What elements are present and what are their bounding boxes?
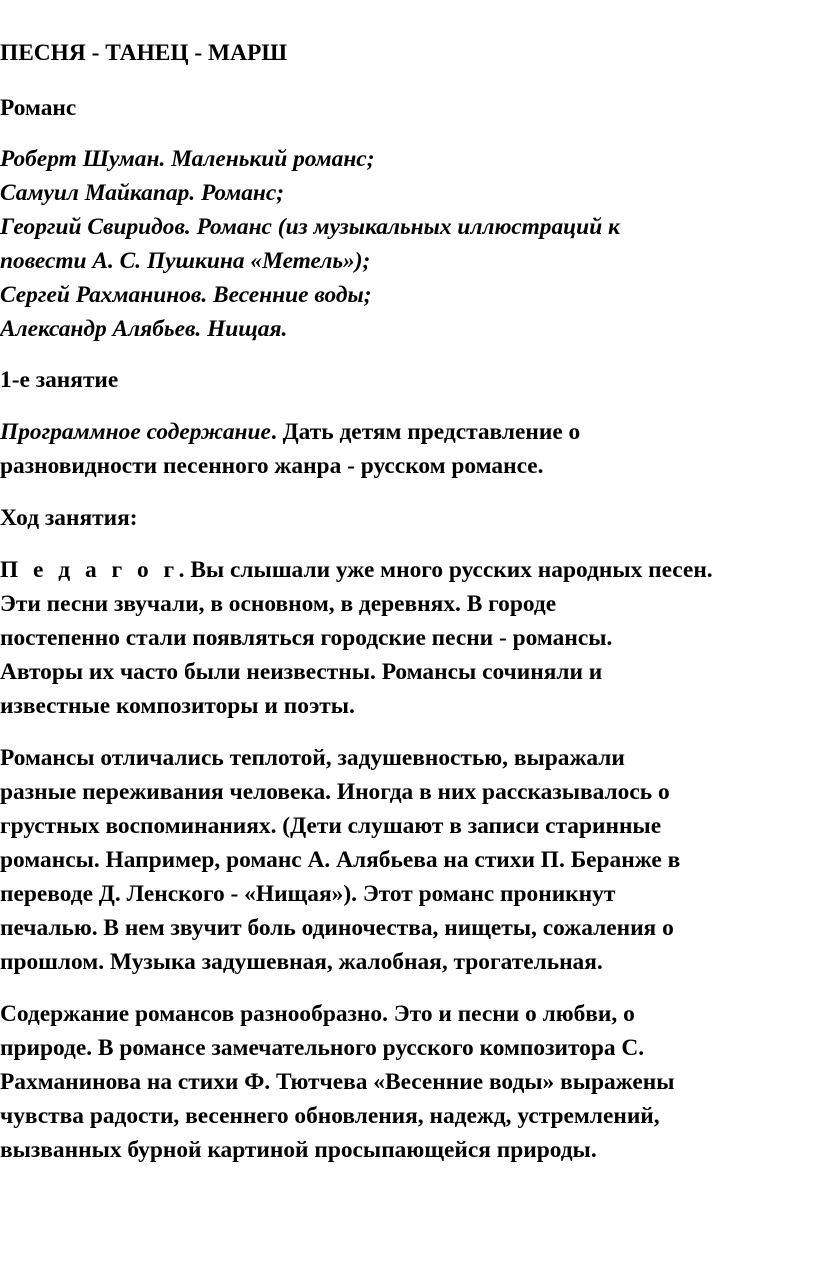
section-heading-text: Романс: [0, 95, 77, 121]
title-text: ПЕСНЯ - ТАНЕЦ - МАРШ: [0, 40, 288, 66]
works-list: [0, 142, 816, 346]
program-line: [0, 415, 816, 449]
content-paragraph: [0, 997, 816, 1167]
work-item: Александр Алябьев. Нищая.: [0, 316, 288, 342]
teacher-line: постепенно стали появляться городские песни - романсы.: [0, 625, 613, 651]
lesson-heading-text: 1-е занятие: [0, 367, 119, 393]
program-text: . Дать детям представление о: [270, 419, 581, 445]
paragraph-line: переводе Д. Ленского - «Нищая»). Этот романс проникнут: [0, 881, 616, 907]
paragraph-line: прошлом. Музыка задушевная, жалобная, трогательная.: [0, 949, 603, 975]
section-heading: [0, 91, 816, 125]
teacher-line: [0, 553, 816, 587]
teacher-line: Авторы их часто были неизвестны. Романсы сочиняли и: [0, 659, 603, 685]
work-item: Самуил Майкапар. Романс;: [0, 180, 285, 206]
paragraph-line: грустных воспоминаниях. (Дети слушают в записи старинные: [0, 813, 662, 839]
teacher-label: П е д а г о г: [0, 557, 179, 583]
work-item: повести А. С. Пушкина «Метель»);: [0, 248, 371, 274]
paragraph-line: Романсы отличались теплотой, задушевностью, выражали: [0, 745, 625, 771]
teacher-line: известные композиторы и поэты.: [0, 693, 355, 719]
teacher-paragraph: [0, 553, 816, 723]
course-heading-text: Ход занятия:: [0, 505, 138, 531]
course-heading: [0, 501, 816, 535]
program-label: Программное содержание: [0, 419, 271, 445]
document-title: [0, 36, 816, 70]
lesson-heading: [0, 363, 816, 397]
romances-paragraph: [0, 741, 816, 979]
program-paragraph: [0, 415, 816, 483]
paragraph-line: романсы. Например, романс А. Алябьева на стихи П. Беранже в: [0, 847, 681, 873]
work-item: Георгий Свиридов. Романс (из музыкальных иллюстраций к: [0, 214, 620, 240]
program-line: разновидности песенного жанра - русском романсе.: [0, 453, 544, 479]
teacher-line: Эти песни звучали, в основном, в деревнях. В городе: [0, 591, 557, 617]
paragraph-line: вызванных бурной картиной просыпающейся природы.: [0, 1137, 597, 1163]
work-item: Сергей Рахманинов. Весенние воды;: [0, 282, 372, 308]
paragraph-line: Содержание романсов разнообразно. Это и песни о любви, о: [0, 1001, 635, 1027]
paragraph-line: природе. В романсе замечательного русского композитора С.: [0, 1035, 645, 1061]
teacher-text: . Вы слышали уже много русских народных песен.: [178, 557, 713, 583]
paragraph-line: чувства радости, весеннего обновления, надежд, устремлений,: [0, 1103, 660, 1129]
document-page: [0, 36, 816, 1185]
work-item: Роберт Шуман. Маленький романс;: [0, 146, 375, 172]
paragraph-line: печалью. В нем звучит боль одиночества, нищеты, сожаления о: [0, 915, 674, 941]
paragraph-line: разные переживания человека. Иногда в них рассказывалось о: [0, 779, 670, 805]
paragraph-line: Рахманинова на стихи Ф. Тютчева «Весенние воды» выражены: [0, 1069, 675, 1095]
